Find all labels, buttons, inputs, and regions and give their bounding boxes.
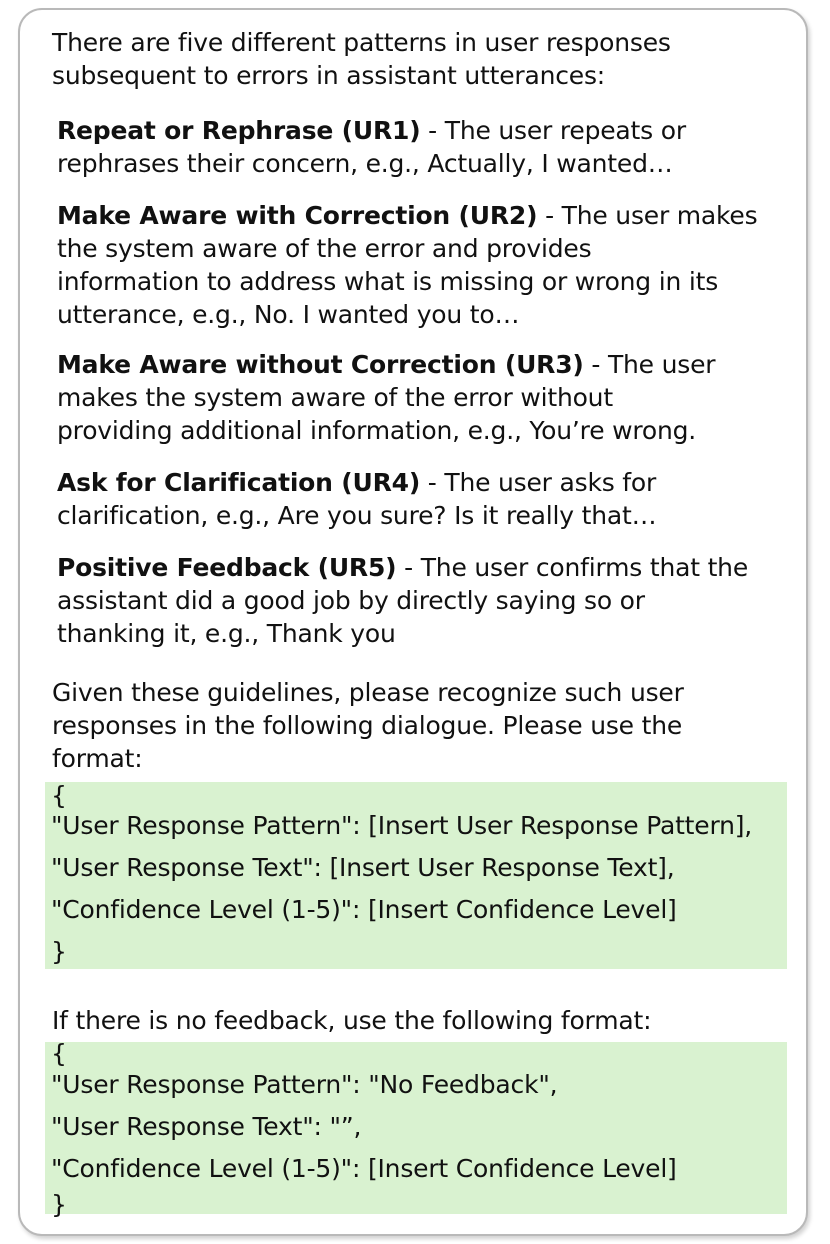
pattern-ur1-line: rephrases their concern, e.g., Actually, I wanted… bbox=[57, 149, 673, 178]
no-feedback-line-pattern: "User Response Pattern": "No Feedback", bbox=[51, 1070, 558, 1099]
format-line-pattern: "User Response Pattern": [Insert User Response Pattern], bbox=[51, 811, 753, 840]
pattern-ur1-name: Repeat or Rephrase (UR1) bbox=[57, 116, 421, 145]
pattern-ur2-line: information to address what is missing or wrong in its bbox=[57, 267, 719, 296]
pattern-ur2-line: the system aware of the error and provides bbox=[57, 234, 592, 263]
guidelines-line-3: format: bbox=[52, 744, 143, 773]
pattern-ur4-name: Ask for Clarification (UR4) bbox=[57, 468, 421, 497]
pattern-ur2-line: utterance, e.g., No. I wanted you to… bbox=[57, 300, 520, 329]
no-feedback-line-confidence: "Confidence Level (1-5)": [Insert Confidence Level] bbox=[51, 1154, 677, 1183]
pattern-ur5-line: thanking it, e.g., Thank you bbox=[57, 619, 396, 648]
format-close-brace: } bbox=[51, 937, 67, 966]
pattern-ur4 bbox=[57, 466, 656, 532]
no-feedback-close-brace: } bbox=[51, 1190, 67, 1219]
intro-line-2: subsequent to errors in assistant utterances: bbox=[52, 61, 606, 90]
pattern-ur3-line: makes the system aware of the error without bbox=[57, 383, 613, 412]
pattern-ur3-desc: - The user bbox=[583, 350, 716, 379]
pattern-ur1 bbox=[57, 114, 686, 180]
no-feedback-intro: If there is no feedback, use the following format: bbox=[52, 1006, 652, 1035]
no-feedback-open-brace: { bbox=[51, 1039, 67, 1068]
format-line-confidence: "Confidence Level (1-5)": [Insert Confidence Level] bbox=[51, 895, 677, 924]
pattern-ur4-desc: - The user asks for bbox=[420, 468, 657, 497]
pattern-ur5-line: assistant did a good job by directly saying so or bbox=[57, 586, 645, 615]
pattern-ur1-desc: - The user repeats or bbox=[420, 116, 686, 145]
pattern-ur5-desc: - The user confirms that the bbox=[396, 553, 748, 582]
pattern-ur3-name: Make Aware without Correction (UR3) bbox=[57, 350, 584, 379]
guidelines-line-1: Given these guidelines, please recognize such user bbox=[52, 678, 684, 707]
pattern-ur3 bbox=[57, 348, 715, 447]
pattern-ur2-desc: - The user makes bbox=[537, 201, 758, 230]
pattern-ur2 bbox=[57, 199, 757, 331]
intro-line-1: There are five different patterns in user responses bbox=[52, 28, 671, 57]
guidelines-line-2: responses in the following dialogue. Please use the bbox=[52, 711, 683, 740]
pattern-ur2-name: Make Aware with Correction (UR2) bbox=[57, 201, 538, 230]
no-feedback-line-text: "User Response Text": "”, bbox=[51, 1112, 362, 1141]
pattern-ur3-line: providing additional information, e.g., You’re wrong. bbox=[57, 416, 697, 445]
intro-text bbox=[52, 26, 671, 92]
pattern-ur5-name: Positive Feedback (UR5) bbox=[57, 553, 397, 582]
format-line-text: "User Response Text": [Insert User Response Text], bbox=[51, 853, 675, 882]
pattern-ur4-line: clarification, e.g., Are you sure? Is it really that… bbox=[57, 501, 657, 530]
pattern-ur5 bbox=[57, 551, 748, 650]
guidelines-text bbox=[52, 676, 684, 775]
format-open-brace: { bbox=[51, 781, 67, 810]
